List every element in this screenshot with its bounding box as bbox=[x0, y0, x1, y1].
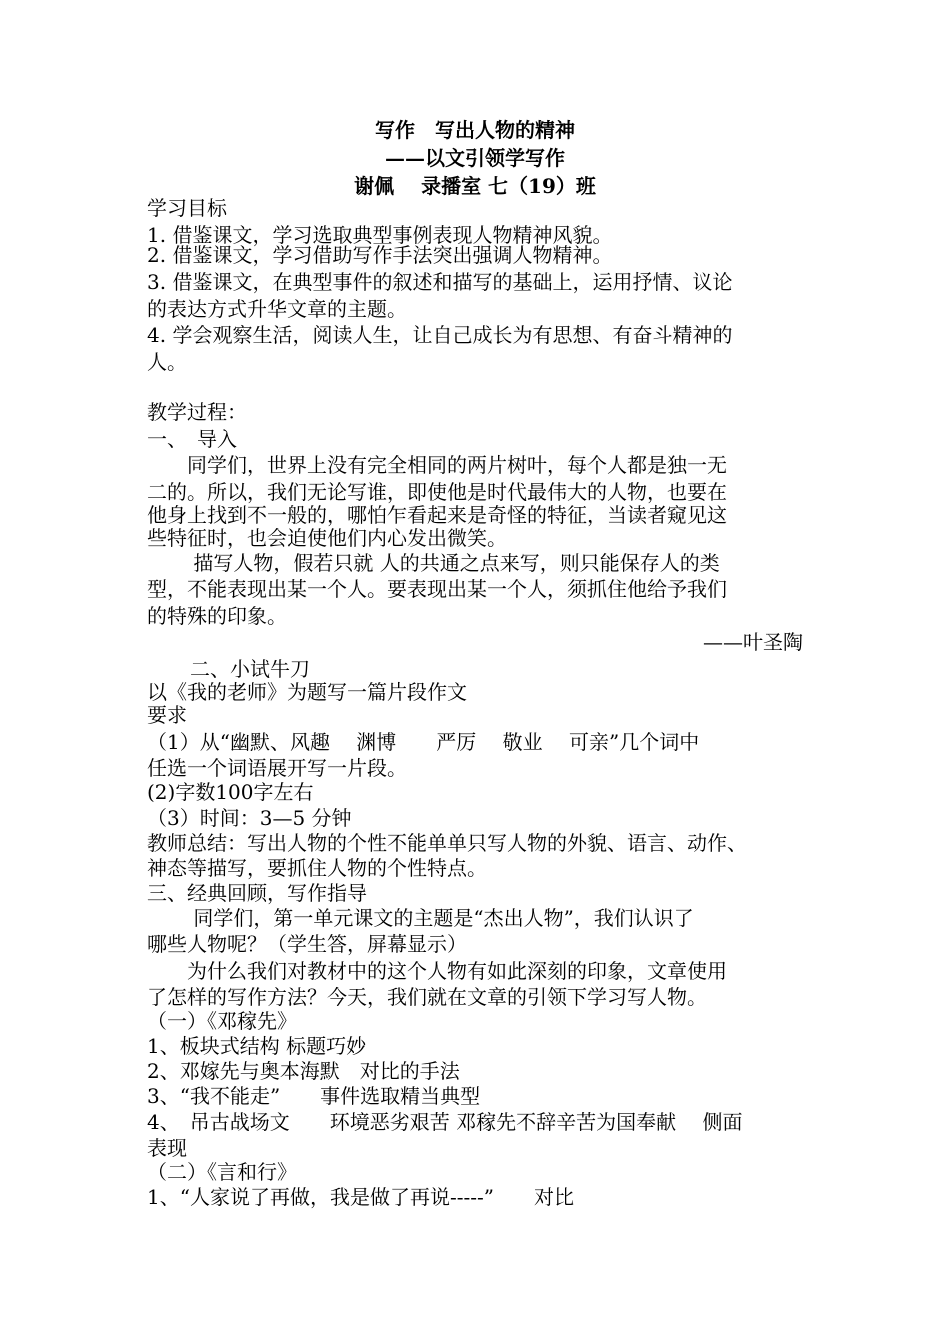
body-line: 了怎样的写作方法？今天，我们就在文章的引领下学习写人物。 bbox=[147, 985, 707, 1009]
subsection-heading: （一）《邓稼先》 bbox=[147, 1009, 297, 1033]
goal-line: 的表达方式升华文章的主题。 bbox=[147, 297, 407, 321]
section3-heading: 三、经典回顾，写作指导 bbox=[147, 881, 367, 905]
process-heading: 教学过程： bbox=[147, 400, 247, 424]
section1-heading: 一、 导入 bbox=[147, 427, 237, 451]
body-line: 二的。所以，我们无论写谁，即使他是时代最伟大的人物，也要在 bbox=[147, 480, 727, 504]
body-line: 1、板块式结构 标题巧妙 bbox=[147, 1034, 367, 1058]
body-line: 2、邓嫁先与奥本海默 对比的手法 bbox=[147, 1059, 460, 1083]
body-line: 教师总结：写出人物的个性不能单单只写人物的外貌、语言、动作、 bbox=[147, 831, 747, 855]
body-line: 他身上找到不一般的，哪怕乍看起来是奇怪的特征，当读者窥见这 bbox=[147, 503, 727, 527]
body-line: 描写人物，假若只就 人的共通之点来写，则只能保存人的类 bbox=[147, 551, 720, 575]
section2-heading: 二、小试牛刀 bbox=[190, 657, 310, 681]
body-line: 1、“人家说了再做，我是做了再说-----” 对比 bbox=[147, 1185, 574, 1209]
goal-line: 4. 学会观察生活，阅读人生，让自己成长为有思想、有奋斗精神的 bbox=[147, 323, 733, 347]
body-line: （3）时间：3—5 分钟 bbox=[147, 806, 352, 830]
subsection-heading: （二）《言和行》 bbox=[147, 1160, 297, 1184]
body-line: （1）从“幽默、风趣 渊博 严厉 敬业 可亲”几个词中 bbox=[147, 730, 700, 754]
goal-line: 1. 借鉴课文，学习选取典型事例表现人物精神风貌。 bbox=[147, 223, 613, 247]
body-line: 型，不能表现出某一个人。要表现出某一个人，须抓住他给予我们 bbox=[147, 577, 727, 601]
body-line: 4、 吊古战场文 环境恶劣艰苦 邓稼先不辞辛苦为国奉献 侧面 bbox=[147, 1110, 743, 1134]
body-line: 以《我的老师》为题写一篇片段作文 bbox=[147, 680, 467, 704]
body-line: 任选一个词语展开写一片段。 bbox=[147, 756, 407, 780]
body-line: 要求 bbox=[147, 703, 187, 727]
body-line: 神态等描写，要抓住人物的个性特点。 bbox=[147, 856, 487, 880]
goal-line: 3. 借鉴课文，在典型事件的叙述和描写的基础上，运用抒情、议论 bbox=[147, 270, 733, 294]
doc-title: 写作 写出人物的精神 bbox=[375, 118, 575, 142]
body-line: 哪些人物呢？（学生答，屏幕显示） bbox=[147, 932, 467, 956]
author-line: 谢佩 录播室 七（19）班 bbox=[354, 174, 596, 198]
body-line: 些特征时，也会迫使他们内心发出微笑。 bbox=[147, 526, 507, 550]
quote-attribution: ——叶圣陶 bbox=[703, 630, 803, 654]
goal-line: 2. 借鉴课文，学习借助写作手法突出强调人物精神。 bbox=[147, 243, 613, 267]
body-line: (2)字数100字左右 bbox=[147, 780, 314, 804]
goal-line: 人。 bbox=[147, 350, 187, 374]
body-line: 同学们，世界上没有完全相同的两片树叶，每个人都是独一无 bbox=[147, 453, 727, 477]
body-line: 的特殊的印象。 bbox=[147, 604, 287, 628]
body-line: 同学们，第一单元课文的主题是“杰出人物”，我们认识了 bbox=[147, 906, 694, 930]
body-line: 为什么我们对教材中的这个人物有如此深刻的印象，文章使用 bbox=[147, 959, 727, 983]
body-line: 3、“我不能走” 事件选取精当典型 bbox=[147, 1084, 481, 1108]
goals-heading: 学习目标 bbox=[147, 196, 227, 220]
body-line: 表现 bbox=[147, 1136, 187, 1160]
doc-subtitle: ——以文引领学写作 bbox=[385, 146, 565, 170]
